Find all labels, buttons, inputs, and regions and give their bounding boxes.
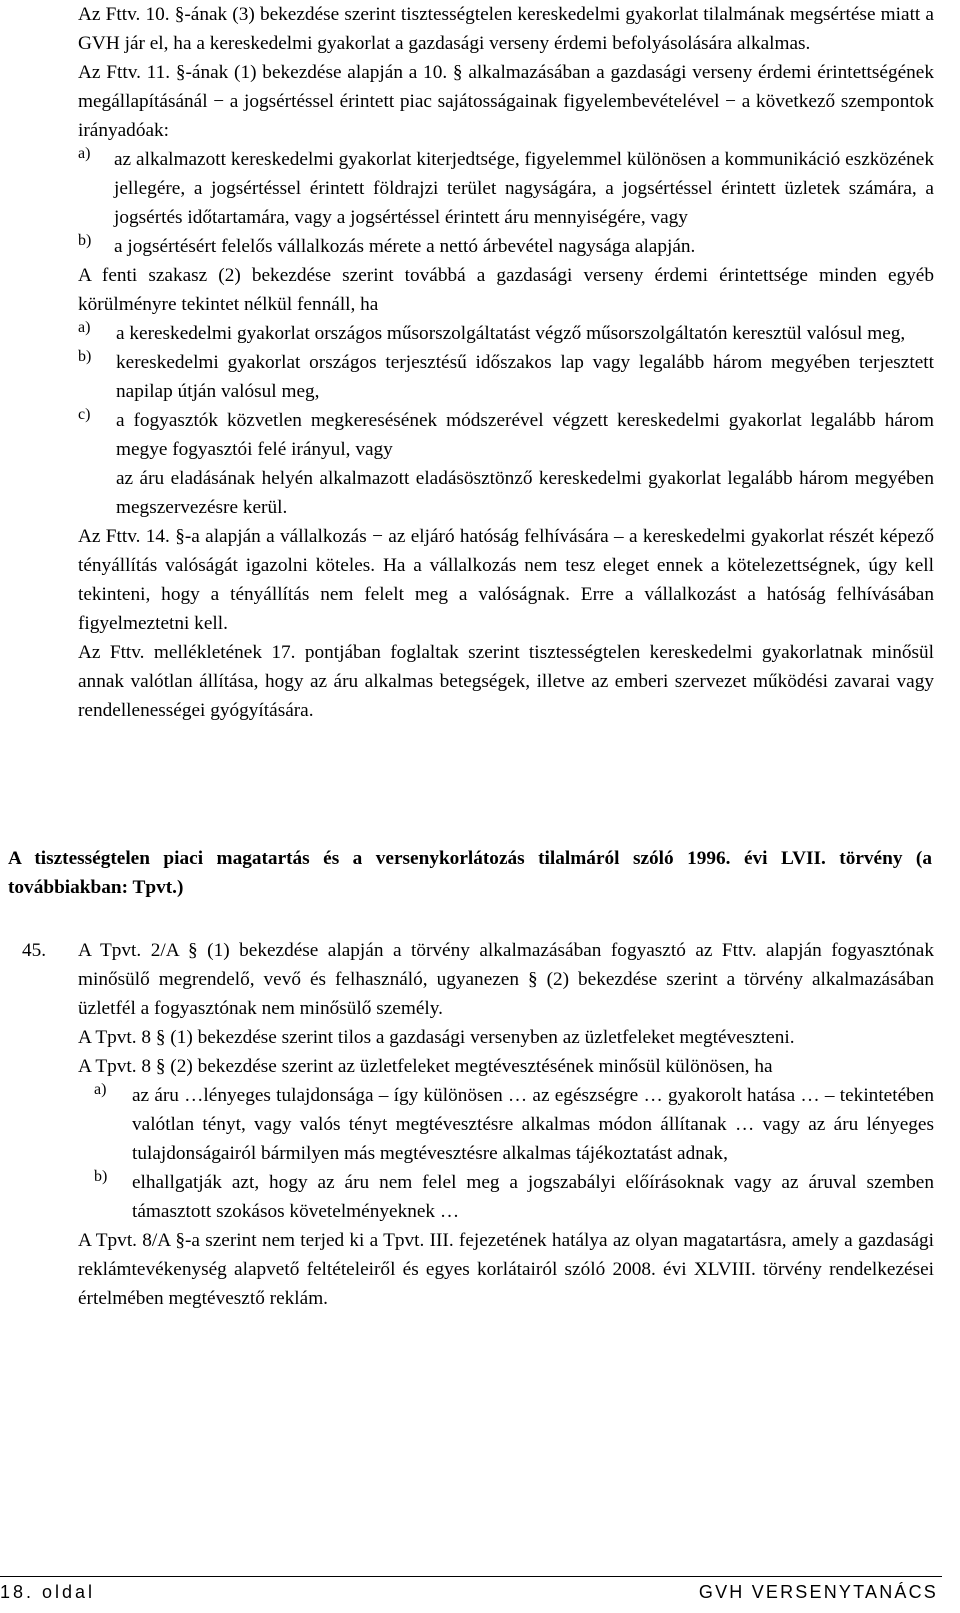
paragraph: A Tpvt. 8 § (1) bekezdése szerint tilos a gazdasági versenyben az üzletfeleket megtéveszteni. (78, 1027, 795, 1048)
list-item (78, 348, 934, 406)
paragraph: A fenti szakasz (2) bekezdése szerint továbbá a gazdasági verseny érdemi érintettsége minden egyéb körülményre tekintet nélkül fennáll, ha (78, 265, 934, 315)
paragraph: A Tpvt. 8/A §-a szerint nem terjed ki a Tpvt. III. fejezetének hatálya az olyan magatartásra, amely a gazdasági reklámtevékenység alapvető feltételeiről és egyes korlátairól szóló 2008. évi XLVIII. törvény rendelkezései értelmében megtévesztő reklám. (78, 1230, 934, 1309)
section-fttv (78, 0, 934, 725)
paragraph: Az Fttv. mellékletének 17. pontjában foglaltak szerint tisztességtelen kereskedelmi gyakorlatnak minősül annak valótlan állítása, hogy az áru alkalmas betegségek, illetve az emberi szervezet működési zavarai vagy rendellenességei gyógyítására. (78, 642, 934, 721)
list-item (78, 232, 934, 261)
list-text: elhallgatják azt, hogy az áru nem felel meg a jogszabályi előírásoknak vagy az áruval szemben támasztott szokásos követelményeknek … (132, 1172, 934, 1222)
list-text: a kereskedelmi gyakorlat országos műsorszolgáltatást végző műsorszolgáltatón keresztül valósul meg, (116, 323, 906, 344)
list-marker: b) (78, 232, 92, 249)
list-text: kereskedelmi gyakorlat országos terjesztésű időszakos lap vagy legalább három megyében terjesztett napilap útján valósul meg, (116, 352, 934, 402)
list-text: az áru …lényeges tulajdonsága – így különösen … az egészségre … gyakorolt hatása … – tekintetében valótlan tényt, vagy valós tényt megtévesztésre alkalmas módon állítanak … vagy az áru lényeges tulajdonságairól bármilyen más megtévesztésre alkalmas tájékoztatást adnak, (132, 1085, 934, 1164)
list-text: a jogsértésért felelős vállalkozás mérete a nettó árbevétel nagysága alapján. (114, 236, 696, 257)
section-tpvt (78, 936, 934, 1313)
paragraph-number: 45. (22, 940, 47, 961)
list-item (78, 319, 934, 348)
list-item (78, 1168, 934, 1226)
list-text: az alkalmazott kereskedelmi gyakorlat kiterjedtsége, figyelemmel különösen a kommunikáció eszközének jellegére, a jogsértéssel érintett földrajzi terület nagyságára, a jogsértéssel érintett üzletek számára, a jogsértés időtartamára, vagy a jogsértéssel érintett áru mennyiségére, vagy (114, 149, 934, 228)
paragraph: az áru eladásának helyén alkalmazott eladásösztönző kereskedelmi gyakorlat legalább három megyében megszervezésre kerül. (116, 468, 934, 518)
footer-divider (0, 1576, 942, 1577)
paragraph: Az Fttv. 14. §-a alapján a vállalkozás − az eljáró hatóság felhívására – a kereskedelmi gyakorlat részét képező tényállítás valóságát igazolni köteles. Ha a vállalkozás nem tesz eleget ennek a kötelezettségnek, úgy kell tekinteni, hogy a tényállítás nem felelt meg a valóságnak. Erre a vállalkozást a hatóság felhívásában figyelmeztetni kell. (78, 526, 934, 634)
list-item (78, 406, 934, 464)
list-marker: c) (78, 406, 91, 423)
list-item (78, 1081, 934, 1168)
paragraph: A Tpvt. 8 § (2) bekezdése szerint az üzletfeleket megtévesztésének minősül különösen, ha (78, 1056, 773, 1077)
section-heading: A tisztességtelen piaci magatartás és a versenykorlátozás tilalmáról szóló 1996. évi LVII. törvény (a továbbiakban: Tpvt.) (8, 848, 932, 898)
list-text: a fogyasztók közvetlen megkeresésének módszerével végzett kereskedelmi gyakorlat legalább három megye fogyasztói felé irányul, vagy (116, 410, 934, 460)
paragraph: A Tpvt. 2/A § (1) bekezdése alapján a törvény alkalmazásában fogyasztó az Fttv. alapján fogyasztónak minősülő megrendelő, vevő és felhasználó, ugyanezen § (2) bekezdése szerint a törvény alkalmazásában üzletfél a fogyasztónak nem minősülő személy. (78, 940, 934, 1019)
list-marker: b) (94, 1168, 108, 1185)
list-marker: a) (94, 1081, 107, 1098)
paragraph: Az Fttv. 11. §-ának (1) bekezdése alapján a 10. § alkalmazásában a gazdasági verseny érdemi érintettségének megállapításánál − a jogsértéssel érintett piac sajátosságainak figyelembevételével − a következő szempontok irányadóak: (78, 62, 934, 141)
footer-organization: GVH VERSENYTANÁCS (698, 1582, 938, 1602)
paragraph: Az Fttv. 10. §-ának (3) bekezdése szerint tisztességtelen kereskedelmi gyakorlat tilalmának megsértése miatt a GVH jár el, ha a kereskedelmi gyakorlat a gazdasági verseny érdemi befolyásolására alkalmas. (78, 4, 934, 54)
list-marker: a) (78, 145, 91, 162)
list-item (78, 145, 934, 232)
list-marker: b) (78, 348, 92, 365)
list-marker: a) (78, 319, 91, 336)
page-number: 18. oldal (0, 1582, 96, 1602)
